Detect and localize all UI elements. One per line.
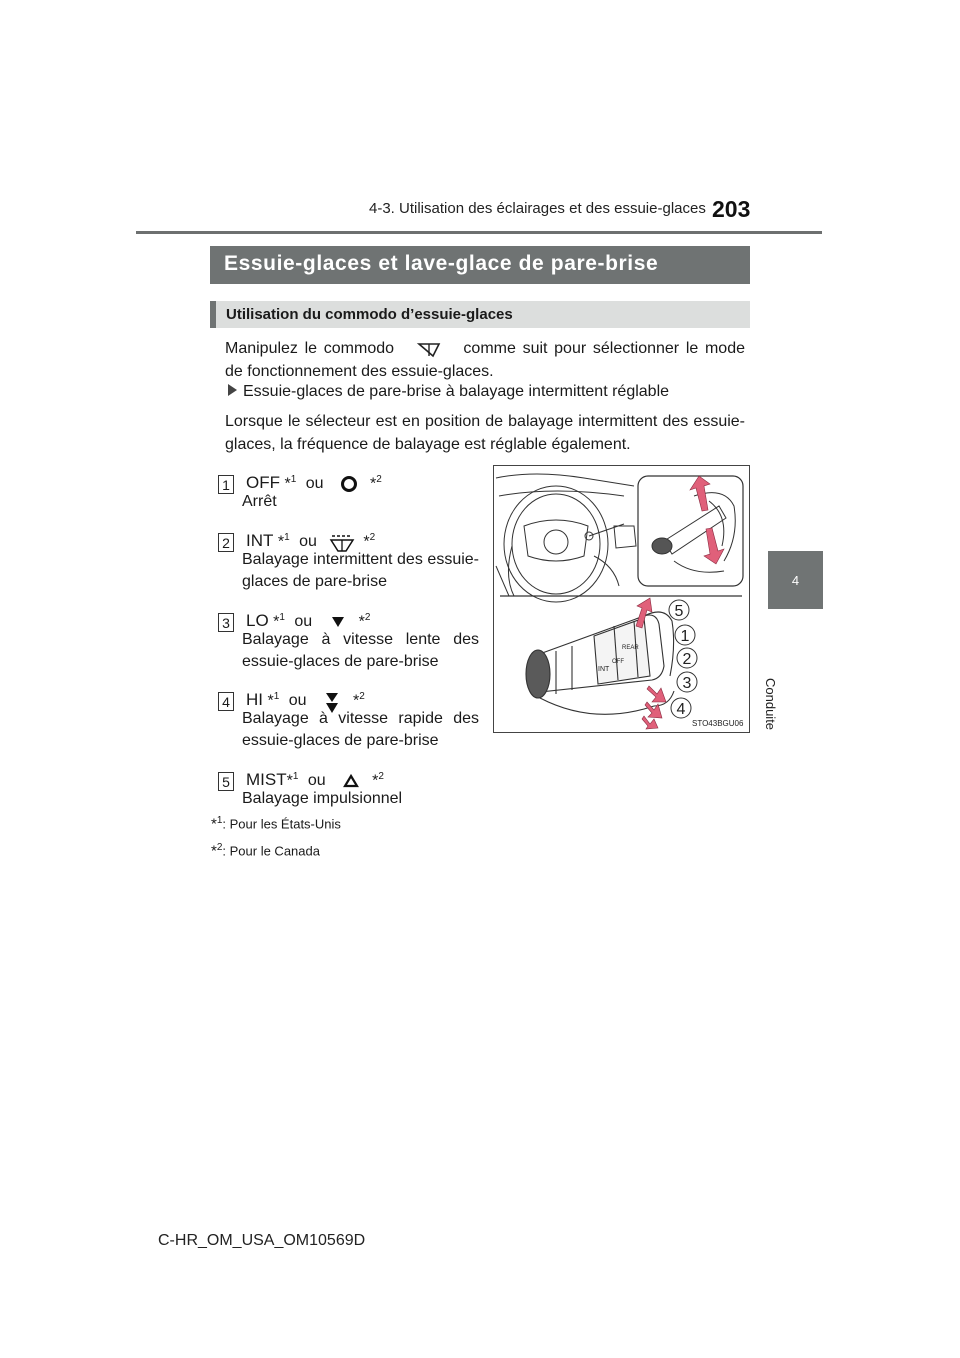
callout-5: 5 [674,603,684,620]
item-int-desc: Balayage intermittent des essuie-glaces de pare-brise [242,551,479,590]
svg-text:OFF: OFF [612,659,624,665]
header-section-title: 4-3. Utilisation des éclairages et des essuie-glaces [369,200,706,217]
callout-1: 1 [680,628,690,645]
item-mist: 5 MIST*$^1$ ou *$^2$ [218,766,384,792]
callout-4: 4 [676,701,686,718]
item-number: 2 [218,533,234,552]
item-off-desc: Arrêt [242,493,277,510]
page-number: 203 [712,196,751,222]
chapter-tab [768,551,823,609]
item-hi: 4 HI *$^1$ ou *$^2$ [218,686,365,712]
callout-2: 2 [682,651,692,668]
item-code: INT [246,531,274,551]
item-lo: 3 LO *$^1$ ou *$^2$ [218,607,370,633]
item-number: 1 [218,475,234,494]
bullet-triangle-icon [228,384,237,396]
svg-text:INT: INT [598,666,610,673]
footnote-2: *$^2$: Pour le Canada [211,842,320,860]
intro-before: Manipulez le commodo [225,340,395,357]
item-hi-desc: Balayage à vitesse rapide des essuie-glaces de pare-brise [242,710,479,749]
item-off: 1 OFF *$^1$ ou *$^2$ [218,469,382,495]
intro-paragraph [225,337,745,383]
subsection-title: Utilisation du commodo d’essuie-glaces [210,301,750,328]
item-number: 4 [218,692,234,711]
chapter-number: 4 [791,572,800,588]
item-mist-desc: Balayage impulsionnel [242,790,403,807]
bullet-text: Essuie-glaces de pare-brise à balayage intermittent réglable [243,383,670,400]
bullet-item [228,383,669,401]
item-code: LO [246,611,269,631]
figure-code: STO43BGU06 [692,719,744,728]
intro-after: comme suit pour sélectionner le mode de fonctionnement des essuie-glaces. [225,340,745,380]
item-code: HI [246,690,263,710]
footnote-1: *$^1$: Pour les États-Unis [211,815,341,833]
header-rule [136,231,822,234]
callout-3: 3 [682,675,692,692]
chapter-label: Conduite [763,678,778,731]
wiper-lever-illustration [493,465,750,733]
footer-doc-code: C-HR_OM_USA_OM10569D [158,1232,366,1249]
item-number: 5 [218,772,234,791]
item-code: MIST [246,770,287,790]
item-code: OFF [246,473,280,493]
item-number: 3 [218,613,234,632]
item-lo-desc: Balayage à vitesse lente des essuie-glaces de pare-brise [242,631,479,670]
wiper-lever-icon [401,341,457,357]
section-title: Essuie-glaces et lave-glace de pare-brise [210,246,750,284]
adjust-paragraph: Lorsque le sélecteur est en position de balayage intermittent des essuie-glaces, la fréquence de balayage est réglable également. [225,413,745,453]
item-int: 2 INT *$^1$ ou *$^2$ [218,527,375,553]
svg-text:REAR: REAR [622,645,639,651]
chapter-label-wrap [763,618,798,731]
